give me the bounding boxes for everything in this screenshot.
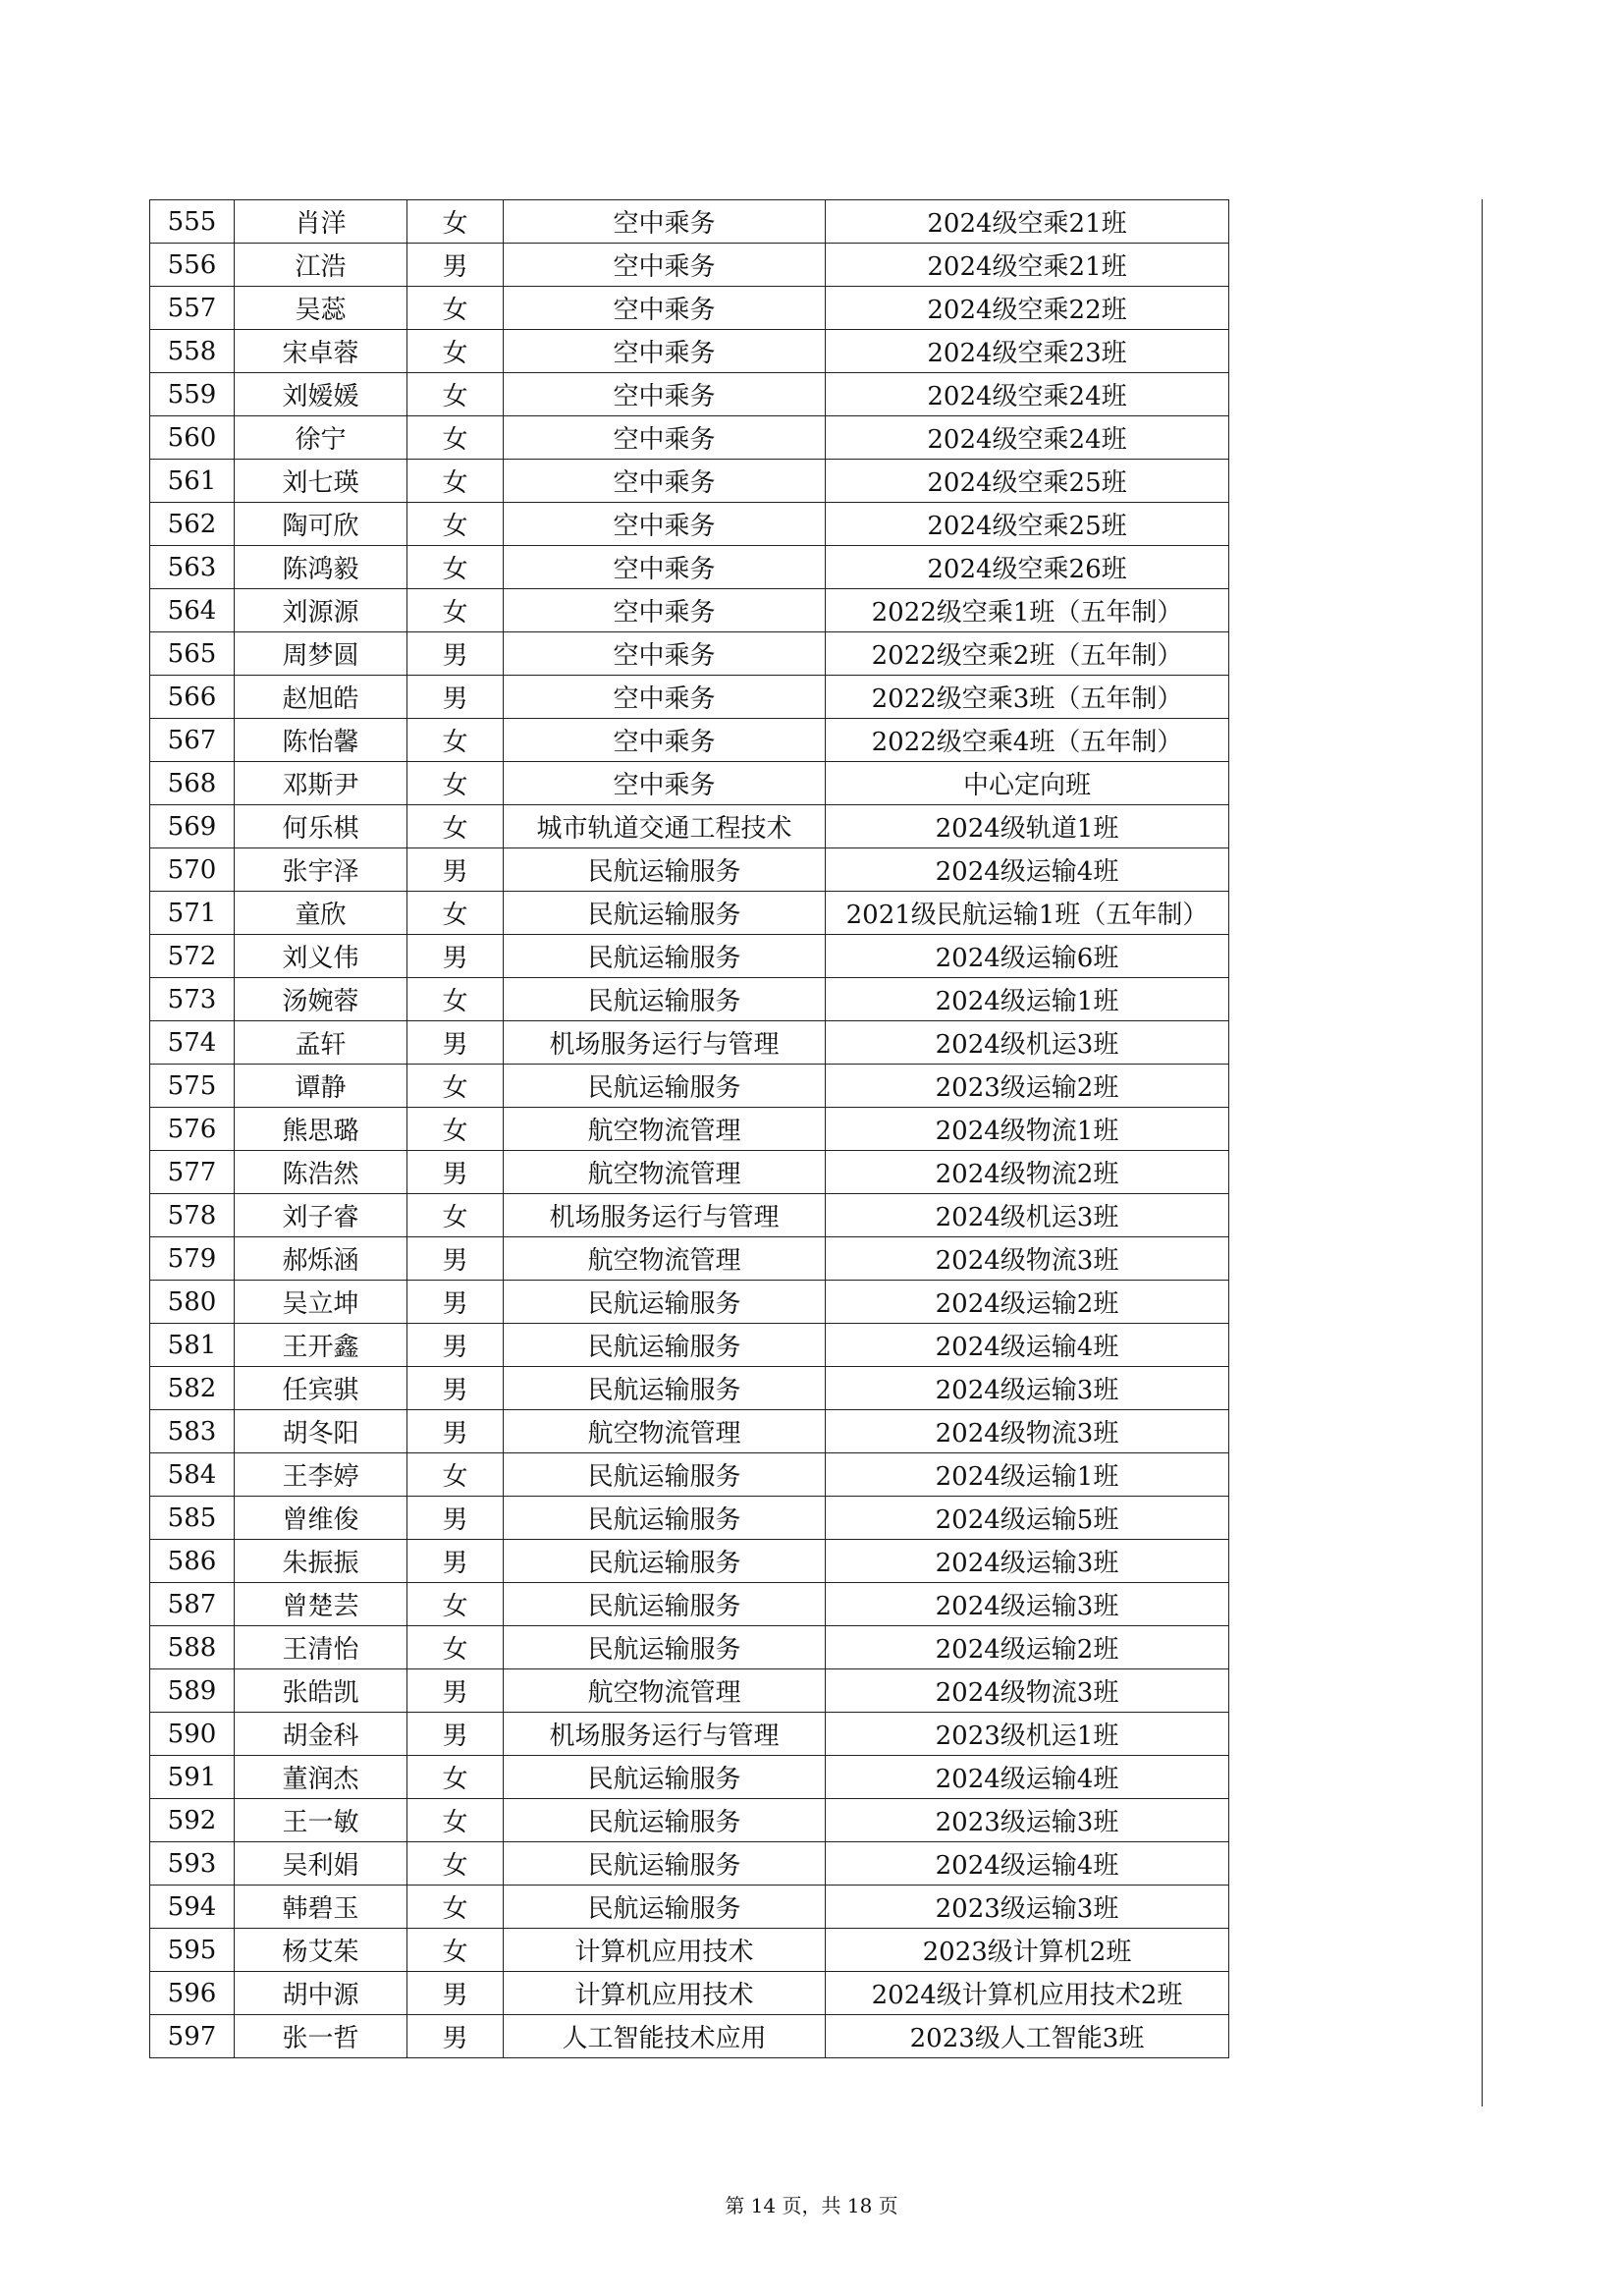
cell-name: 王清怡 bbox=[235, 1626, 407, 1669]
table-row bbox=[150, 1756, 1229, 1799]
table-row bbox=[150, 1497, 1229, 1540]
cell-class: 2024级物流2班 bbox=[826, 1151, 1229, 1194]
cell-number: 565 bbox=[150, 632, 235, 676]
table-row bbox=[150, 1151, 1229, 1194]
cell-major: 空中乘务 bbox=[504, 244, 826, 287]
cell-gender: 男 bbox=[407, 244, 504, 287]
cell-class: 2024级空乘24班 bbox=[826, 373, 1229, 416]
table-row bbox=[150, 1410, 1229, 1453]
cell-class: 2024级计算机应用技术2班 bbox=[826, 1972, 1229, 2015]
cell-number: 592 bbox=[150, 1799, 235, 1842]
cell-gender: 女 bbox=[407, 330, 504, 373]
right-margin-rule bbox=[1482, 199, 1483, 2106]
cell-class: 2023级人工智能3班 bbox=[826, 2015, 1229, 2058]
table-row bbox=[150, 1367, 1229, 1410]
table-row bbox=[150, 1194, 1229, 1237]
cell-gender: 女 bbox=[407, 805, 504, 848]
cell-name: 赵旭皓 bbox=[235, 676, 407, 719]
cell-number: 574 bbox=[150, 1021, 235, 1065]
cell-class: 2023级运输3班 bbox=[826, 1799, 1229, 1842]
table-row bbox=[150, 935, 1229, 978]
cell-class: 2024级运输2班 bbox=[826, 1281, 1229, 1324]
cell-major: 机场服务运行与管理 bbox=[504, 1021, 826, 1065]
table-row bbox=[150, 632, 1229, 676]
cell-major: 空中乘务 bbox=[504, 460, 826, 503]
cell-name: 汤婉蓉 bbox=[235, 978, 407, 1021]
cell-major: 空中乘务 bbox=[504, 287, 826, 330]
cell-name: 肖洋 bbox=[235, 200, 407, 244]
cell-name: 孟轩 bbox=[235, 1021, 407, 1065]
cell-class: 2024级空乘22班 bbox=[826, 287, 1229, 330]
cell-major: 民航运输服务 bbox=[504, 1540, 826, 1583]
table-row bbox=[150, 1886, 1229, 1929]
cell-major: 计算机应用技术 bbox=[504, 1972, 826, 2015]
cell-gender: 女 bbox=[407, 1453, 504, 1497]
cell-number: 556 bbox=[150, 244, 235, 287]
table-row bbox=[150, 416, 1229, 460]
cell-number: 573 bbox=[150, 978, 235, 1021]
cell-number: 568 bbox=[150, 762, 235, 805]
table-body bbox=[150, 200, 1229, 2058]
cell-gender: 女 bbox=[407, 978, 504, 1021]
cell-major: 民航运输服务 bbox=[504, 1756, 826, 1799]
cell-gender: 女 bbox=[407, 589, 504, 632]
cell-class: 2024级物流3班 bbox=[826, 1669, 1229, 1713]
table-row bbox=[150, 1281, 1229, 1324]
cell-gender: 男 bbox=[407, 1497, 504, 1540]
cell-number: 579 bbox=[150, 1237, 235, 1281]
cell-number: 572 bbox=[150, 935, 235, 978]
cell-major: 空中乘务 bbox=[504, 546, 826, 589]
cell-number: 590 bbox=[150, 1713, 235, 1756]
cell-name: 陈浩然 bbox=[235, 1151, 407, 1194]
table-row bbox=[150, 546, 1229, 589]
cell-number: 569 bbox=[150, 805, 235, 848]
cell-major: 机场服务运行与管理 bbox=[504, 1194, 826, 1237]
cell-major: 民航运输服务 bbox=[504, 1367, 826, 1410]
cell-number: 594 bbox=[150, 1886, 235, 1929]
cell-number: 591 bbox=[150, 1756, 235, 1799]
cell-gender: 女 bbox=[407, 1065, 504, 1108]
table-row bbox=[150, 589, 1229, 632]
cell-class: 2022级空乘2班（五年制） bbox=[826, 632, 1229, 676]
cell-gender: 男 bbox=[407, 935, 504, 978]
cell-gender: 女 bbox=[407, 416, 504, 460]
cell-major: 航空物流管理 bbox=[504, 1108, 826, 1151]
cell-name: 郝烁涵 bbox=[235, 1237, 407, 1281]
cell-gender: 女 bbox=[407, 1583, 504, 1626]
cell-name: 周梦圆 bbox=[235, 632, 407, 676]
cell-major: 民航运输服务 bbox=[504, 1281, 826, 1324]
cell-class: 2024级运输2班 bbox=[826, 1626, 1229, 1669]
cell-number: 561 bbox=[150, 460, 235, 503]
cell-class: 2023级运输2班 bbox=[826, 1065, 1229, 1108]
cell-major: 人工智能技术应用 bbox=[504, 2015, 826, 2058]
cell-name: 刘七瑛 bbox=[235, 460, 407, 503]
cell-major: 空中乘务 bbox=[504, 200, 826, 244]
cell-name: 陶可欣 bbox=[235, 503, 407, 546]
table-row bbox=[150, 460, 1229, 503]
cell-class: 2024级轨道1班 bbox=[826, 805, 1229, 848]
cell-class: 2024级空乘26班 bbox=[826, 546, 1229, 589]
table-row bbox=[150, 1972, 1229, 2015]
cell-major: 航空物流管理 bbox=[504, 1151, 826, 1194]
cell-number: 570 bbox=[150, 848, 235, 892]
cell-major: 民航运输服务 bbox=[504, 1799, 826, 1842]
table-row bbox=[150, 1799, 1229, 1842]
cell-class: 2022级空乘3班（五年制） bbox=[826, 676, 1229, 719]
table-row bbox=[150, 2015, 1229, 2058]
cell-name: 朱振振 bbox=[235, 1540, 407, 1583]
cell-gender: 女 bbox=[407, 719, 504, 762]
cell-number: 586 bbox=[150, 1540, 235, 1583]
cell-number: 581 bbox=[150, 1324, 235, 1367]
cell-major: 空中乘务 bbox=[504, 719, 826, 762]
table-row bbox=[150, 1324, 1229, 1367]
cell-gender: 女 bbox=[407, 546, 504, 589]
cell-class: 2024级运输4班 bbox=[826, 848, 1229, 892]
cell-class: 2024级空乘23班 bbox=[826, 330, 1229, 373]
cell-class: 2024级运输3班 bbox=[826, 1583, 1229, 1626]
table-row bbox=[150, 503, 1229, 546]
cell-class: 2024级空乘25班 bbox=[826, 460, 1229, 503]
cell-name: 邓斯尹 bbox=[235, 762, 407, 805]
cell-gender: 男 bbox=[407, 1972, 504, 2015]
cell-number: 562 bbox=[150, 503, 235, 546]
cell-gender: 女 bbox=[407, 1929, 504, 1972]
cell-number: 564 bbox=[150, 589, 235, 632]
cell-major: 航空物流管理 bbox=[504, 1410, 826, 1453]
cell-major: 空中乘务 bbox=[504, 632, 826, 676]
table-row bbox=[150, 287, 1229, 330]
cell-gender: 男 bbox=[407, 848, 504, 892]
cell-class: 2024级空乘21班 bbox=[826, 244, 1229, 287]
cell-gender: 女 bbox=[407, 1842, 504, 1886]
cell-name: 吴立坤 bbox=[235, 1281, 407, 1324]
cell-name: 张一哲 bbox=[235, 2015, 407, 2058]
table-row bbox=[150, 244, 1229, 287]
cell-gender: 女 bbox=[407, 503, 504, 546]
table-row bbox=[150, 805, 1229, 848]
cell-name: 胡中源 bbox=[235, 1972, 407, 2015]
cell-number: 597 bbox=[150, 2015, 235, 2058]
cell-class: 2024级运输4班 bbox=[826, 1756, 1229, 1799]
cell-name: 王一敏 bbox=[235, 1799, 407, 1842]
cell-class: 2024级运输3班 bbox=[826, 1540, 1229, 1583]
cell-major: 民航运输服务 bbox=[504, 935, 826, 978]
cell-name: 宋卓蓉 bbox=[235, 330, 407, 373]
cell-class: 2021级民航运输1班（五年制） bbox=[826, 892, 1229, 935]
table-row bbox=[150, 373, 1229, 416]
cell-major: 空中乘务 bbox=[504, 676, 826, 719]
cell-major: 民航运输服务 bbox=[504, 1065, 826, 1108]
cell-major: 民航运输服务 bbox=[504, 848, 826, 892]
cell-name: 董润杰 bbox=[235, 1756, 407, 1799]
cell-major: 空中乘务 bbox=[504, 330, 826, 373]
cell-number: 587 bbox=[150, 1583, 235, 1626]
table-row bbox=[150, 330, 1229, 373]
cell-number: 571 bbox=[150, 892, 235, 935]
table-row bbox=[150, 1108, 1229, 1151]
cell-class: 2024级机运3班 bbox=[826, 1021, 1229, 1065]
cell-major: 航空物流管理 bbox=[504, 1669, 826, 1713]
cell-class: 2024级运输1班 bbox=[826, 1453, 1229, 1497]
cell-name: 张宇泽 bbox=[235, 848, 407, 892]
cell-number: 567 bbox=[150, 719, 235, 762]
table-row bbox=[150, 762, 1229, 805]
table-row bbox=[150, 1626, 1229, 1669]
cell-major: 民航运输服务 bbox=[504, 892, 826, 935]
cell-major: 城市轨道交通工程技术 bbox=[504, 805, 826, 848]
cell-name: 张皓凯 bbox=[235, 1669, 407, 1713]
cell-class: 2024级运输4班 bbox=[826, 1324, 1229, 1367]
cell-gender: 男 bbox=[407, 2015, 504, 2058]
table-row bbox=[150, 200, 1229, 244]
cell-number: 557 bbox=[150, 287, 235, 330]
cell-class: 2024级运输5班 bbox=[826, 1497, 1229, 1540]
cell-name: 陈鸿毅 bbox=[235, 546, 407, 589]
cell-major: 空中乘务 bbox=[504, 416, 826, 460]
table-row bbox=[150, 1713, 1229, 1756]
cell-name: 谭静 bbox=[235, 1065, 407, 1108]
cell-gender: 女 bbox=[407, 892, 504, 935]
cell-major: 民航运输服务 bbox=[504, 1324, 826, 1367]
cell-name: 刘嫒媛 bbox=[235, 373, 407, 416]
cell-name: 曾楚芸 bbox=[235, 1583, 407, 1626]
cell-gender: 男 bbox=[407, 1669, 504, 1713]
cell-class: 2023级运输3班 bbox=[826, 1886, 1229, 1929]
cell-gender: 男 bbox=[407, 1324, 504, 1367]
cell-class: 2024级运输6班 bbox=[826, 935, 1229, 978]
cell-class: 2024级运输3班 bbox=[826, 1367, 1229, 1410]
cell-gender: 女 bbox=[407, 200, 504, 244]
table-row bbox=[150, 1929, 1229, 1972]
cell-name: 任宾骐 bbox=[235, 1367, 407, 1410]
table-row bbox=[150, 1842, 1229, 1886]
table-row bbox=[150, 848, 1229, 892]
page-footer: 第 14 页，共 18 页 bbox=[725, 2194, 898, 2217]
cell-name: 刘子睿 bbox=[235, 1194, 407, 1237]
cell-class: 2024级运输1班 bbox=[826, 978, 1229, 1021]
cell-gender: 女 bbox=[407, 1108, 504, 1151]
cell-gender: 女 bbox=[407, 1626, 504, 1669]
cell-name: 童欣 bbox=[235, 892, 407, 935]
cell-number: 596 bbox=[150, 1972, 235, 2015]
cell-name: 何乐棋 bbox=[235, 805, 407, 848]
cell-name: 徐宁 bbox=[235, 416, 407, 460]
cell-gender: 女 bbox=[407, 1756, 504, 1799]
cell-gender: 男 bbox=[407, 1151, 504, 1194]
cell-gender: 男 bbox=[407, 1410, 504, 1453]
cell-major: 空中乘务 bbox=[504, 373, 826, 416]
cell-gender: 女 bbox=[407, 1799, 504, 1842]
cell-class: 中心定向班 bbox=[826, 762, 1229, 805]
cell-class: 2024级物流1班 bbox=[826, 1108, 1229, 1151]
cell-major: 民航运输服务 bbox=[504, 1626, 826, 1669]
cell-number: 555 bbox=[150, 200, 235, 244]
cell-number: 575 bbox=[150, 1065, 235, 1108]
cell-name: 曾维俊 bbox=[235, 1497, 407, 1540]
cell-major: 计算机应用技术 bbox=[504, 1929, 826, 1972]
cell-name: 杨艾茱 bbox=[235, 1929, 407, 1972]
cell-major: 航空物流管理 bbox=[504, 1237, 826, 1281]
cell-number: 560 bbox=[150, 416, 235, 460]
cell-number: 559 bbox=[150, 373, 235, 416]
cell-name: 熊思璐 bbox=[235, 1108, 407, 1151]
cell-name: 吴蕊 bbox=[235, 287, 407, 330]
cell-gender: 女 bbox=[407, 762, 504, 805]
table-row bbox=[150, 1021, 1229, 1065]
cell-number: 585 bbox=[150, 1497, 235, 1540]
table-row bbox=[150, 719, 1229, 762]
cell-number: 589 bbox=[150, 1669, 235, 1713]
cell-number: 595 bbox=[150, 1929, 235, 1972]
cell-name: 陈怡馨 bbox=[235, 719, 407, 762]
cell-class: 2023级机运1班 bbox=[826, 1713, 1229, 1756]
cell-number: 582 bbox=[150, 1367, 235, 1410]
table-row bbox=[150, 1669, 1229, 1713]
cell-major: 民航运输服务 bbox=[504, 1453, 826, 1497]
cell-number: 558 bbox=[150, 330, 235, 373]
cell-gender: 女 bbox=[407, 1886, 504, 1929]
cell-gender: 男 bbox=[407, 1540, 504, 1583]
cell-gender: 女 bbox=[407, 373, 504, 416]
student-list-table bbox=[149, 199, 1229, 2058]
cell-number: 563 bbox=[150, 546, 235, 589]
cell-major: 机场服务运行与管理 bbox=[504, 1713, 826, 1756]
cell-number: 583 bbox=[150, 1410, 235, 1453]
cell-class: 2022级空乘1班（五年制） bbox=[826, 589, 1229, 632]
cell-name: 韩碧玉 bbox=[235, 1886, 407, 1929]
table-row bbox=[150, 1065, 1229, 1108]
cell-gender: 男 bbox=[407, 632, 504, 676]
cell-major: 空中乘务 bbox=[504, 589, 826, 632]
cell-number: 577 bbox=[150, 1151, 235, 1194]
cell-gender: 男 bbox=[407, 1713, 504, 1756]
cell-gender: 女 bbox=[407, 460, 504, 503]
cell-major: 民航运输服务 bbox=[504, 978, 826, 1021]
cell-major: 空中乘务 bbox=[504, 762, 826, 805]
cell-gender: 女 bbox=[407, 1194, 504, 1237]
cell-name: 胡金科 bbox=[235, 1713, 407, 1756]
cell-gender: 男 bbox=[407, 676, 504, 719]
cell-gender: 男 bbox=[407, 1237, 504, 1281]
cell-name: 吴利娟 bbox=[235, 1842, 407, 1886]
cell-major: 民航运输服务 bbox=[504, 1842, 826, 1886]
cell-name: 刘义伟 bbox=[235, 935, 407, 978]
cell-class: 2023级计算机2班 bbox=[826, 1929, 1229, 1972]
cell-gender: 女 bbox=[407, 287, 504, 330]
cell-class: 2024级空乘21班 bbox=[826, 200, 1229, 244]
table-row bbox=[150, 1237, 1229, 1281]
cell-class: 2024级运输4班 bbox=[826, 1842, 1229, 1886]
cell-major: 民航运输服务 bbox=[504, 1886, 826, 1929]
cell-class: 2024级机运3班 bbox=[826, 1194, 1229, 1237]
table-row bbox=[150, 1453, 1229, 1497]
cell-number: 566 bbox=[150, 676, 235, 719]
cell-class: 2024级物流3班 bbox=[826, 1410, 1229, 1453]
cell-class: 2024级物流3班 bbox=[826, 1237, 1229, 1281]
cell-gender: 男 bbox=[407, 1367, 504, 1410]
cell-major: 民航运输服务 bbox=[504, 1583, 826, 1626]
cell-gender: 男 bbox=[407, 1281, 504, 1324]
cell-number: 580 bbox=[150, 1281, 235, 1324]
cell-name: 胡冬阳 bbox=[235, 1410, 407, 1453]
cell-gender: 男 bbox=[407, 1021, 504, 1065]
table-row bbox=[150, 1540, 1229, 1583]
cell-class: 2024级空乘24班 bbox=[826, 416, 1229, 460]
cell-class: 2024级空乘25班 bbox=[826, 503, 1229, 546]
cell-number: 593 bbox=[150, 1842, 235, 1886]
cell-name: 刘源源 bbox=[235, 589, 407, 632]
cell-number: 576 bbox=[150, 1108, 235, 1151]
table-row bbox=[150, 676, 1229, 719]
cell-name: 江浩 bbox=[235, 244, 407, 287]
cell-number: 584 bbox=[150, 1453, 235, 1497]
cell-name: 王李婷 bbox=[235, 1453, 407, 1497]
cell-major: 民航运输服务 bbox=[504, 1497, 826, 1540]
table-row bbox=[150, 892, 1229, 935]
cell-major: 空中乘务 bbox=[504, 503, 826, 546]
table-row bbox=[150, 978, 1229, 1021]
cell-number: 578 bbox=[150, 1194, 235, 1237]
cell-number: 588 bbox=[150, 1626, 235, 1669]
cell-class: 2022级空乘4班（五年制） bbox=[826, 719, 1229, 762]
table-row bbox=[150, 1583, 1229, 1626]
cell-name: 王开鑫 bbox=[235, 1324, 407, 1367]
